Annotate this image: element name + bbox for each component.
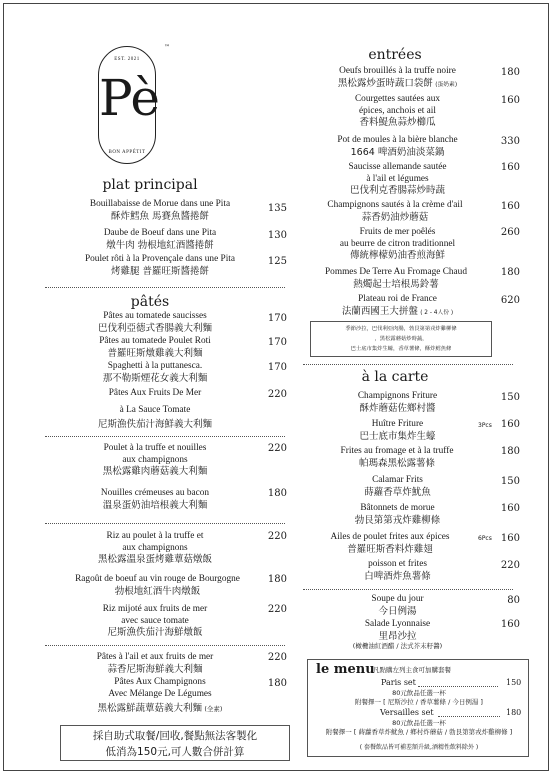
menu-item: Poulet à la truffe et nouilles aux champignons 黑松露雞肉蘑菇義大利麵 <box>102 443 208 478</box>
leader-dots <box>438 716 500 717</box>
menu-item: Pâtes au tomatede saucisses 巴伐利亞德式香腸義大利麵 <box>97 311 212 334</box>
divider <box>45 287 285 288</box>
set-name: Versailles set <box>380 708 434 717</box>
item-quantity: 3Pcs <box>478 422 492 429</box>
item-price: 125 <box>267 256 287 267</box>
menu-item: Bâtonnets de morue 勃艮第第戎炸雞柳條 <box>354 503 441 526</box>
menu-item: Pâtes Aux Fruits De Mer à La Sauce Tomate 尼斯漁佚茄汁海鮮義大利麵 <box>97 388 212 431</box>
section-title-pates: pâtés <box>130 294 170 310</box>
set-price: 180 <box>506 708 522 717</box>
item-price: 170 <box>267 337 287 348</box>
menu-item: Oeufs brouillés à la truffe noire 黑松露炒蛋時蔬口袋餅 (蛋奶素) <box>337 66 458 89</box>
menu-item: Fruits de mer poêlés au beurre de citron traditionnel 傳統檸檬奶油香煎海鮮 <box>339 227 456 262</box>
set-upgrade-note: ( 套餐飲品皆可補差額升級,酒精性飲料除外 ) <box>359 744 479 751</box>
item-price: 180 <box>267 574 287 585</box>
item-price: 160 <box>500 162 520 173</box>
set-drink-line: 80元飲品任選一杯 <box>392 719 446 727</box>
set-name: Paris set <box>381 678 416 687</box>
divider <box>45 645 285 646</box>
item-price: 220 <box>267 531 287 542</box>
menu-item: Calamar Frits 蒔蘿香草炸魷魚 <box>364 475 431 498</box>
item-price: 180 <box>500 267 520 278</box>
set-price: 150 <box>506 678 522 687</box>
menu-item: Ailes de poulet frites aux épices 普羅旺斯香料炸雞翅 <box>330 532 450 555</box>
le-menu-title: le menu <box>316 662 375 677</box>
set-side-line: 附餐擇一 [ 尼斯沙拉 / 香草薯條 / 今日例湯 ] <box>355 698 483 706</box>
item-price: 160 <box>500 419 520 430</box>
menu-item: Plateau roi de France 法蘭西國王大拼盤 ( 2 - 4人份 ) <box>341 294 454 317</box>
restaurant-logo <box>98 46 160 164</box>
divider <box>303 589 513 590</box>
menu-item: Pâtes au tomatede Poulet Roti 普羅旺斯燉雞義大利麵 <box>99 336 211 359</box>
logo-tagline: BON APPÉTIT <box>108 150 146 155</box>
item-price: 160 <box>500 503 520 514</box>
menu-item: Saucisse allemande sautée à l'ail et légumes 巴伐利克香腸蒜炒時蔬 <box>348 162 447 197</box>
item-price: 130 <box>267 230 287 241</box>
item-price: 220 <box>267 652 287 663</box>
item-price: 220 <box>267 389 287 400</box>
le-menu-subtitle: 凡點購左列主食可加購套餐 <box>373 666 451 674</box>
menu-item: Riz au poulet à la truffe et aux champignons 黑松露溫泉蛋烤雞蕈菇燉飯 <box>97 531 212 566</box>
item-price: 220 <box>267 443 287 454</box>
divider <box>45 436 285 437</box>
menu-item: Nouilles crémeuses au bacon 溫泉蛋奶油培根義大利麵 <box>100 488 210 511</box>
menu-item: Soupe du jour 今日例湯 <box>371 594 424 617</box>
section-title-entrees: entrées <box>368 47 422 63</box>
le-menu-box <box>307 659 529 757</box>
menu-item: Pâtes Aux Champignons Avec Mélange De Légumes 黑松露鮮蔬蕈菇義大利麵 (全素) <box>97 677 223 715</box>
menu-item: Champignons Friture 酥炸蘑菇佐鄉村醬 <box>357 391 438 414</box>
menu-item: Ragoût de boeuf au vin rouge de Bourgogne 勃根地紅酒牛肉燉飯 <box>75 574 240 597</box>
item-price: 260 <box>500 227 520 238</box>
menu-item: Riz mijoté aux fruits de mer avec sauce tomate 尼斯漁佚茄汁海鮮燉飯 <box>102 604 208 639</box>
divider <box>303 364 513 365</box>
menu-item: Poulet rôti à la Provençale dans une Pita 烤雞腿 普羅旺斯醬捲餅 <box>84 254 235 277</box>
logo-est: EST. 2021 <box>114 57 140 62</box>
set-side-line: 附餐擇一 [ 蒔蘿香草炸魷魚 / 鄉村炸蘑菇 / 勃艮第第戎炸雞柳條 ] <box>325 728 513 736</box>
item-price: 330 <box>500 136 520 147</box>
item-price: 80 <box>507 595 520 606</box>
item-price: 160 <box>500 619 520 630</box>
menu-item: Pâtes à l'ail et aux fruits de mer 蒜香尼斯海鮮義大利麵 <box>96 652 214 675</box>
trademark-symbol: ™ <box>164 44 170 51</box>
menu-item: Pommes De Terre Au Fromage Chaud 熱燭起士培根馬鈴薯 <box>325 267 467 290</box>
item-price: 620 <box>500 295 520 306</box>
menu-item: poisson et frites 白啤酒炸魚薯條 <box>364 559 431 582</box>
item-price: 150 <box>500 392 520 403</box>
leader-dots <box>418 686 498 687</box>
item-price: 220 <box>500 560 520 571</box>
menu-item: Spaghetti à la puttanesca. 那不勒斯煙花女義大利麵 <box>102 361 208 384</box>
item-price: 180 <box>500 67 520 78</box>
menu-item: Huître Friture 巴士底市集炸生蠔 <box>359 419 436 442</box>
item-price: 170 <box>267 313 287 324</box>
item-price: 170 <box>267 362 287 373</box>
set-drink-line: 80元飲品任選一杯 <box>392 689 446 697</box>
menu-item: Bouillabaisse de Morue dans une Pita 酥炸鱈魚 馬賽魚醬捲餅 <box>89 199 231 222</box>
menu-item: Salade Lyonnaise 里昂沙拉 (橄欖油紅酒醋 / 法式芥末籽醬) <box>352 619 443 651</box>
footer-line-1: 採自助式取餐/回收,餐點無法客製化 <box>92 730 258 742</box>
section-title-plat-principal: plat principal <box>102 177 198 193</box>
divider <box>45 523 285 524</box>
item-price: 135 <box>267 203 287 214</box>
footer-notice-box <box>60 725 290 761</box>
item-quantity: 6Pcs <box>478 535 492 542</box>
platter-contents-box: 季節沙拉，巴伐利亞肉腸，勃艮第第戎炸雞柳條 ，黑松露蘑菇炒時蔬， 巴士底市集炸生蠔，香草薯條，酥炸鱈魚條 <box>310 321 492 357</box>
menu-item: Courgettes sautées aux épices, anchois et ail 香料鯷魚蒜炒櫛瓜 <box>354 94 441 129</box>
item-price: 180 <box>500 446 520 457</box>
item-price: 180 <box>267 678 287 689</box>
item-price: 220 <box>267 604 287 615</box>
menu-item: Daube de Boeuf dans une Pita 燉牛肉 勃根地紅酒醬捲餅 <box>103 228 217 251</box>
logo-mark: Pè <box>99 69 160 127</box>
item-price: 160 <box>500 533 520 544</box>
section-title-a-la-carte: à la carte <box>361 369 429 385</box>
menu-item: Champignons sautés à la crème d'ail 蒜香奶油炒蘑菇 <box>327 200 463 223</box>
item-price: 150 <box>500 476 520 487</box>
menu-item: Frites au fromage et à la truffe 帕瑪森黑松露薯條 <box>340 446 454 469</box>
menu-item: Pot de moules à la bière blanche 1664 啤酒奶油淡菜鍋 <box>337 135 458 158</box>
item-price: 160 <box>500 95 520 106</box>
item-price: 160 <box>500 201 520 212</box>
footer-line-2: 低消為150元,可人數合併計算 <box>105 746 245 758</box>
item-price: 180 <box>267 488 287 499</box>
